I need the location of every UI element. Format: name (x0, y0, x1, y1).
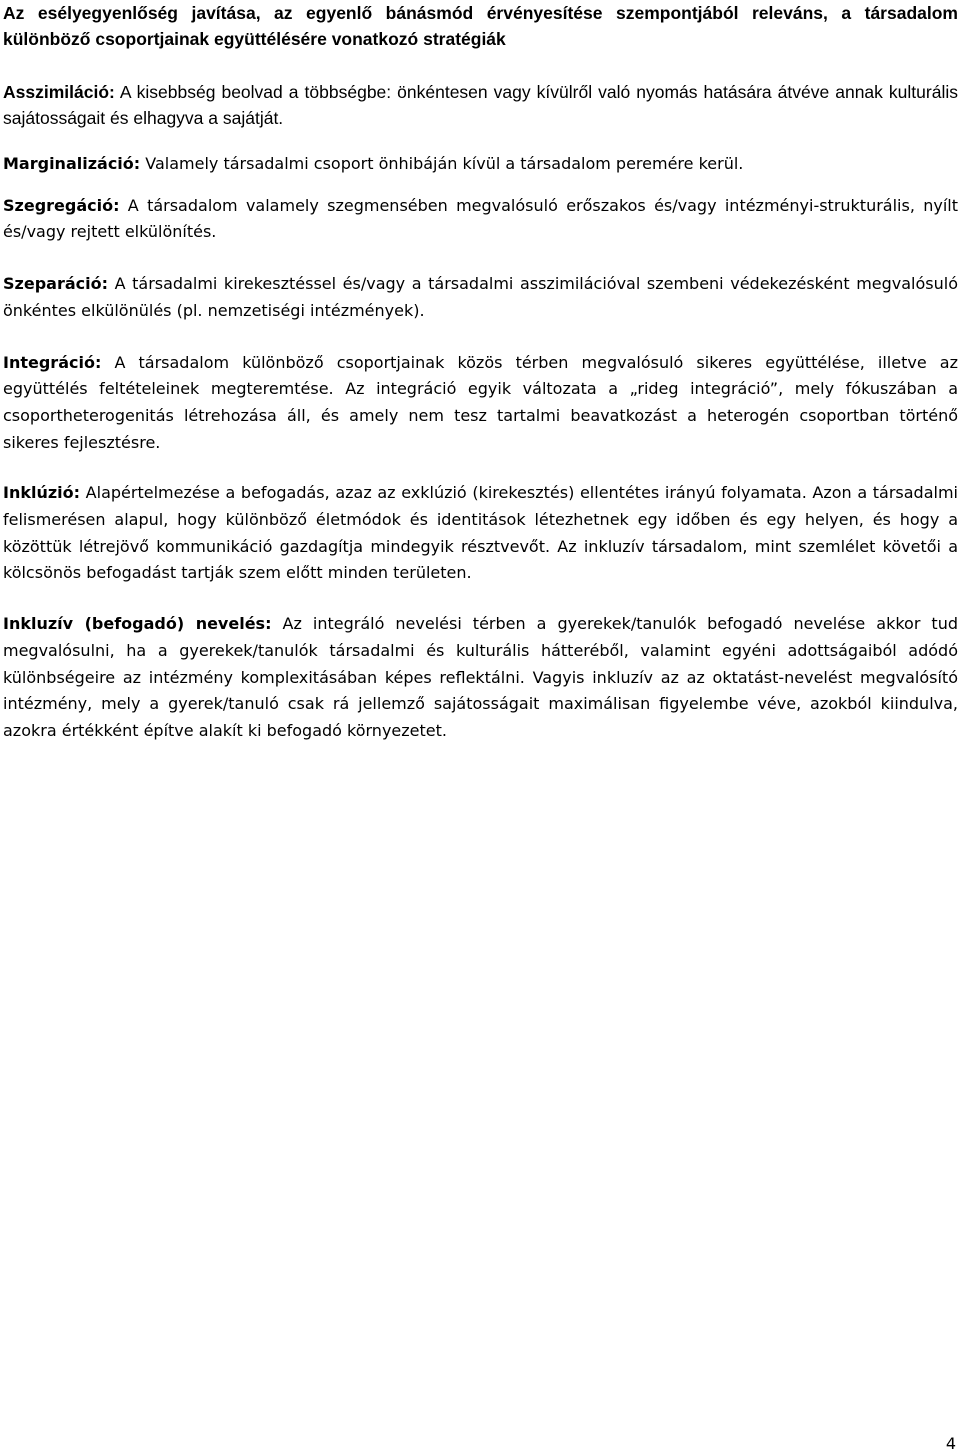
definition-text: A kisebbség beolvad a többségbe: önkéntesen vagy kívülről való nyomás hatására átvéve annak kulturális sajátosságait és elhagyva a sajátját. (3, 82, 958, 128)
definition-text: Az integráló nevelési térben a gyerekek/tanulók befogadó nevelése akkor tud megvalósulni, ha a gyerekek/tanulók társadalmi és kulturális hátteréből, valamint egyéni adottságaiból adódó különbségeire az intézmény komplexitásában képes reflektálni. Vagyis inkluzív az az oktatást-nevelést megvalósító intézmény, mely a gyerek/tanuló csak rá jellemző sajátosságait maximálisan figyelembe véve, azokból kiindulva, azokra értékként építve alakít ki befogadó környezetet. (3, 614, 959, 740)
definition-text: Valamely társadalmi csoport önhibáján kívül a társadalom peremére kerül. (140, 154, 744, 173)
definition-term: Asszimiláció: (3, 82, 115, 102)
definition-segregation (3, 193, 958, 246)
definition-separation (3, 271, 958, 324)
definition-inclusive-education (3, 611, 958, 745)
document-title: Az esélyegyenlőség javítása, az egyenlő bánásmód érvényesítése szempontjából releváns, a társadalom különböző csoportjainak együttélésére vonatkozó stratégiák (3, 3, 958, 49)
definition-term: Inklúzió: (3, 483, 81, 503)
definition-term: Inkluzív (befogadó) nevelés: (3, 614, 272, 634)
definition-marginalization (3, 151, 958, 178)
definition-integration (3, 350, 958, 457)
definition-term: Szeparáció: (3, 274, 108, 294)
definition-text: Alapértelmezése a befogadás, azaz az exklúzió (kirekesztés) ellentétes irányú folyamata. Azon a társadalmi felismerésen alapul, hogy különböző életmódok és identitások létezhetnek egy időben és egy helyen, és hogy a közöttük létrejövő kommunikáció gazdagítja mindegyik résztvevőt. Az inkluzív társadalom, mint szemlélet követői a kölcsönös befogadást tartják szem előtt minden területen. (3, 483, 958, 583)
document-page (3, 0, 958, 745)
definition-text: A társadalmi kirekesztéssel és/vagy a társadalmi asszimilációval szembeni védekezésként megvalósuló önkéntes elkülönülés (pl. nemzetiségi intézmények). (3, 274, 958, 320)
definition-term: Integráció: (3, 352, 102, 372)
definition-text: A társadalom valamely szegmensében megvalósuló erőszakos és/vagy intézményi-strukturális, nyílt és/vagy rejtett elkülönítés. (3, 195, 958, 242)
definition-term: Szegregáció: (3, 195, 120, 215)
definition-assimilation (3, 79, 958, 131)
definition-inclusion (3, 480, 958, 587)
page-number: 4 (945, 1434, 956, 1453)
definition-text: A társadalom különböző csoportjainak közös térben megvalósuló sikeres együttélése, illetve az együttélés feltételeinek megteremtése. Az integráció egyik változata a „rideg integráció”, mely fókuszában a csoportheterogenitás létrehozása áll, és amely nem tesz tartalmi beavatkozást a heterogén csoportban történő sikeres fejlesztésre. (3, 352, 958, 452)
definition-term: Marginalizáció: (3, 154, 141, 173)
